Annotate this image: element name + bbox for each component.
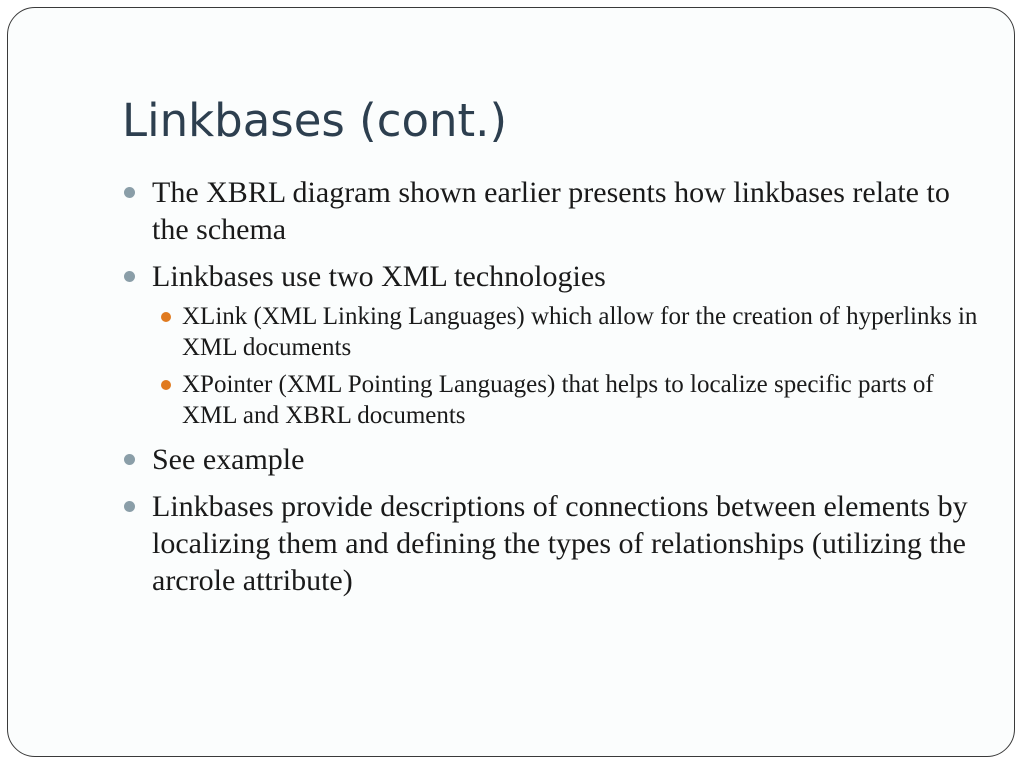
sub-bullet-text: XPointer (XML Pointing Languages) that helps to localize specific parts of XML and XBRL documents xyxy=(182,371,934,429)
slide-content xyxy=(118,174,978,609)
sub-bullet-dot-icon xyxy=(161,380,171,390)
bullet-dot-icon xyxy=(124,271,135,282)
slide-title: Linkbases (cont.) xyxy=(122,94,508,147)
sub-bullet-item xyxy=(152,301,978,363)
sub-bullet-list xyxy=(152,301,978,431)
sub-bullet-text: XLink (XML Linking Languages) which allow for the creation of hyperlinks in XML documents xyxy=(182,303,978,361)
bullet-item xyxy=(118,174,978,248)
bullet-item xyxy=(118,441,978,478)
slide-frame xyxy=(7,7,1015,757)
bullet-list xyxy=(118,174,978,599)
bullet-text: The XBRL diagram shown earlier presents how linkbases relate to the schema xyxy=(152,176,950,246)
bullet-text: Linkbases use two XML technologies xyxy=(152,260,606,293)
bullet-dot-icon xyxy=(124,454,135,465)
sub-bullet-dot-icon xyxy=(161,312,171,322)
sub-bullet-item xyxy=(152,369,978,431)
bullet-text: See example xyxy=(152,443,305,476)
bullet-text: Linkbases provide descriptions of connections between elements by localizing them and defining the types of relationships (utilizing the arcrole attribute) xyxy=(152,490,968,597)
bullet-item xyxy=(118,488,978,599)
bullet-item xyxy=(118,258,978,431)
bullet-dot-icon xyxy=(124,187,135,198)
bullet-dot-icon xyxy=(124,501,135,512)
